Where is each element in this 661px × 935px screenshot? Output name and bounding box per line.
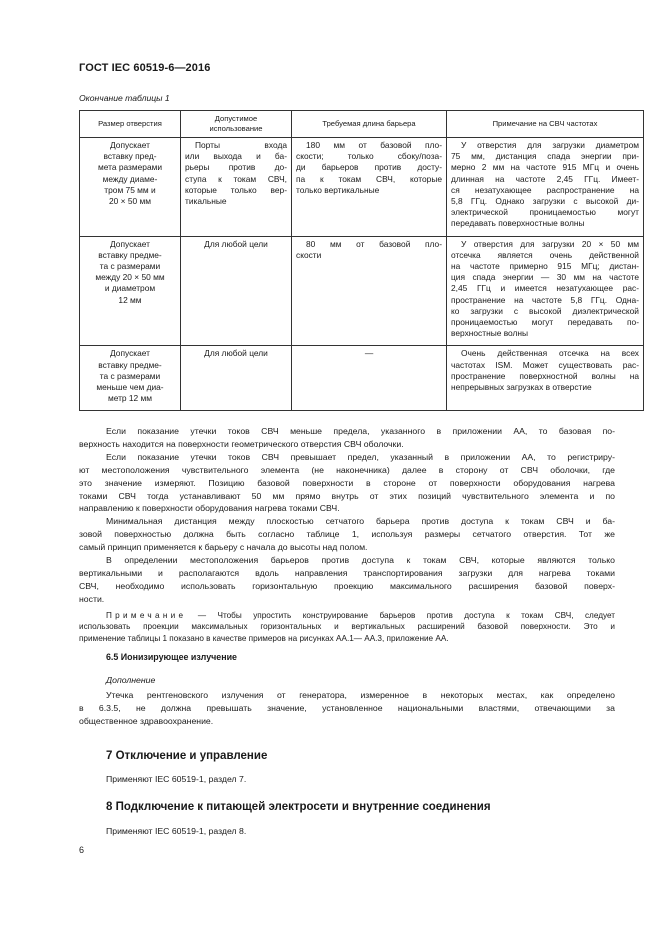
section-6-5-heading: 6.5 Ионизирующее излучение: [106, 652, 237, 663]
section-8-text: Применяют IEC 60519-1, раздел 8.: [106, 826, 247, 836]
cell-line: ко загрузки с высокой диэлектрической: [451, 305, 639, 316]
cell-line: только вертикальные: [296, 184, 380, 195]
cell-permitted-use: [181, 138, 292, 237]
cell-line: —: [364, 348, 374, 359]
cell-line: длинная на частоте 2,45 ГГц. Имеет-: [451, 173, 639, 184]
cell-line: ция спада энергии — 30 мм на частоте: [451, 272, 639, 283]
cell-line: отсечка является очень действенной: [451, 249, 639, 260]
paragraph-line: В определении местоположения барьеров против доступа к токам СВЧ, которые являются только: [106, 555, 615, 566]
cell-line: пространение поверхностной волны на: [451, 370, 639, 381]
column-header-length: Требуемая длина барьера: [292, 111, 447, 138]
cell-barrier-length: [292, 138, 447, 237]
section-7-text: Применяют IEC 60519-1, раздел 7.: [106, 774, 247, 784]
table-header-row: [80, 111, 644, 138]
cell-line: меньше чем диа-: [96, 382, 164, 393]
paragraph-line: Минимальная дистанция между плоскостью сетчатого барьера против доступа к токам СВЧ и ба-: [106, 516, 615, 527]
cell-line: рьеры против до-: [185, 162, 287, 173]
table-row: [80, 236, 644, 346]
cell-line: метр 12 мм: [107, 393, 153, 404]
cell-line: скости: [296, 249, 322, 260]
cell-line: 5,8 ГГц. Однако загрузки с высокой ди-: [451, 196, 639, 207]
cell-barrier-length: [292, 236, 447, 346]
body-text: [79, 425, 615, 728]
cell-line: У отверстия для загрузки диаметром: [461, 140, 639, 150]
section-6-5-line: Утечка рентгеновского излучения от генератора, измеренное в некоторых местах, как определено: [106, 690, 615, 700]
cell-line: 75 мм, дистанция спада энергии при-: [451, 151, 639, 162]
cell-aperture-size: [80, 236, 181, 346]
cell-line: У отверстия для загрузки 20 × 50 мм: [461, 238, 639, 249]
table-row: [80, 346, 644, 411]
cell-line: Допускает: [110, 140, 150, 150]
cell-line: 180 мм от базовой пло-: [306, 140, 442, 150]
table-body: [80, 138, 644, 411]
note-line: применение таблицы 1 показано в качестве примеров на рисунках АА.1— АА.3, приложение АА.: [79, 633, 449, 643]
paragraph-line: верхность находится на поверхности геометрического отверстия СВЧ оболочки.: [79, 438, 404, 449]
cell-aperture-size: [80, 138, 181, 237]
paragraph-line: токами СВЧ тогда устанавливают 50 мм прямо внутрь от этих позиций чувствительного элемента и по: [79, 490, 615, 501]
cell-line: Допускает: [110, 348, 150, 359]
paragraph-line: ности.: [79, 593, 105, 604]
cell-line: вставку предме-: [98, 359, 162, 370]
cell-line: частотах ISM. Может существовать рас-: [451, 359, 639, 370]
cell-line: 12 мм: [118, 294, 142, 305]
paragraph: [79, 451, 615, 516]
section-6-5-line: общественное здравоохранение.: [79, 715, 214, 726]
paragraph-line: вертикальными и располагаются вдоль направления транспортирования загрузки для нагрева токами: [79, 567, 615, 578]
paragraph-line: Если показание утечки токов СВЧ меньше предела, указанного в приложении АА, то базовая по-: [106, 426, 615, 436]
column-header-note: Примечание на СВЧ частотах: [447, 111, 644, 138]
table-caption: Окончание таблицы 1: [79, 93, 170, 103]
cell-line: па к токам СВЧ, которые: [296, 173, 442, 184]
cell-line: на частоте примерно 915 МГц; дистан-: [451, 261, 639, 272]
paragraph-line: зовой поверхностью должна быть согласно таблице 1, используя размеры сетчатого отверстия. Тот же: [79, 529, 615, 540]
standard-header: ГОСТ IEC 60519-6—2016: [79, 62, 211, 74]
column-header-size: Размер отверстия: [80, 111, 181, 138]
cell-line: передавать поверхностные волны: [451, 218, 585, 229]
cell-line: тром 75 мм и: [104, 184, 156, 195]
cell-line: тикальные: [185, 196, 227, 207]
page-number: 6: [79, 845, 85, 855]
cell-line: электрической проницаемостью могут: [451, 207, 639, 218]
cell-line: между диаме-: [102, 173, 158, 184]
paragraph-line: Если показание утечки токов СВЧ превышает предел, указанный в приложении АА, то регистриру-: [106, 451, 615, 462]
cell-line: проницаемостью могут передавать по-: [451, 317, 639, 328]
cell-line: непрерывных загрузках в отверстие: [451, 382, 592, 393]
cell-line: ся незатухающее распространение на: [451, 184, 639, 195]
cell-line: Для любой цели: [204, 238, 268, 249]
cell-microwave-note: [447, 236, 644, 346]
cell-permitted-use: [181, 346, 292, 411]
paragraph-line: самый принцип применяется к барьеру с начала до высоты над полом.: [79, 542, 368, 553]
cell-barrier-length: [292, 346, 447, 411]
paragraphs: [79, 425, 615, 606]
header-use-line-1: Допустимое: [214, 114, 258, 123]
cell-line: ди барьеров против досту-: [296, 162, 442, 173]
column-header-use: [181, 111, 292, 138]
cell-permitted-use: [181, 236, 292, 346]
cell-line: которые только вер-: [185, 184, 287, 195]
cell-line: Порты входа: [195, 140, 287, 150]
cell-line: 20 × 50 мм: [108, 196, 152, 207]
paragraph: [79, 425, 615, 451]
cell-line: Допускает: [110, 238, 150, 249]
requirements-table: [79, 110, 644, 411]
cell-line: или выхода и ба-: [185, 151, 287, 162]
cell-line: вставку пред-: [103, 151, 157, 162]
cell-line: мета размерами: [97, 162, 163, 173]
table-row: [80, 138, 644, 237]
paragraph: [79, 515, 615, 554]
cell-line: 2,45 ГГц и имеется незатухающее рас-: [451, 283, 639, 294]
cell-line: мерно 2 мм на частоте 915 МГц и очень: [451, 162, 639, 173]
cell-line: 80 мм от базовой пло-: [306, 238, 442, 249]
paragraph-line: направлению к поверхности оборудования нагрева токами СВЧ.: [79, 503, 340, 514]
cell-line: та с размерами: [99, 370, 161, 381]
section-8-heading: 8 Подключение к питающей электросети и внутренние соединения: [106, 801, 491, 813]
addition-label: Дополнение: [106, 675, 156, 686]
cell-line: скости; только сбоку/поза-: [296, 151, 442, 162]
paragraph-line: СВЧ, необходимо использовать горизонтальную проекцию максимального расширения базовой поверх-: [79, 580, 615, 591]
paragraph-line: это значение измеряют. Позицию базовой поверхности в стороне от поверхности оборудования нагрева: [79, 477, 615, 488]
section-7-heading: 7 Отключение и управление: [106, 750, 268, 762]
cell-line: Очень действенная отсечка на всех: [461, 348, 639, 359]
section-6-5-text: [79, 689, 615, 728]
note-block: [79, 610, 615, 645]
paragraph: [79, 554, 615, 606]
section-6-5-line: в 6.3.5, не должна превышать значение, установленное национальными властями, отвечающими за: [79, 702, 615, 713]
note-line-first: [79, 610, 615, 622]
cell-aperture-size: [80, 346, 181, 411]
cell-line: верхностные волны: [451, 328, 529, 339]
note-text-first: — Чтобы упростить конструирование барьеров против доступа к токам СВЧ, следует: [197, 610, 616, 620]
note-label: Примечание: [106, 610, 187, 620]
cell-microwave-note: [447, 346, 644, 411]
cell-line: ступа к токам СВЧ,: [185, 173, 287, 184]
note-line: использовать проекции максимальных горизонтальных и вертикальных расширений базовой поверхности. Это и: [79, 622, 615, 632]
cell-line: та с размерами: [99, 261, 161, 272]
header-use-line-2: использование: [209, 124, 263, 133]
cell-line: между 20 × 50 мм: [95, 272, 165, 283]
cell-line: Для любой цели: [204, 348, 268, 359]
cell-line: вставку предме-: [98, 249, 162, 260]
paragraph-line: ют местоположения чувствительного элемента (не наконечника) далее в сторону от СВЧ оболочки, где: [79, 464, 615, 475]
cell-line: пространение на частоте 5,8 ГГц. Одна-: [451, 294, 639, 305]
cell-microwave-note: [447, 138, 644, 237]
cell-line: и диаметром: [104, 283, 156, 294]
